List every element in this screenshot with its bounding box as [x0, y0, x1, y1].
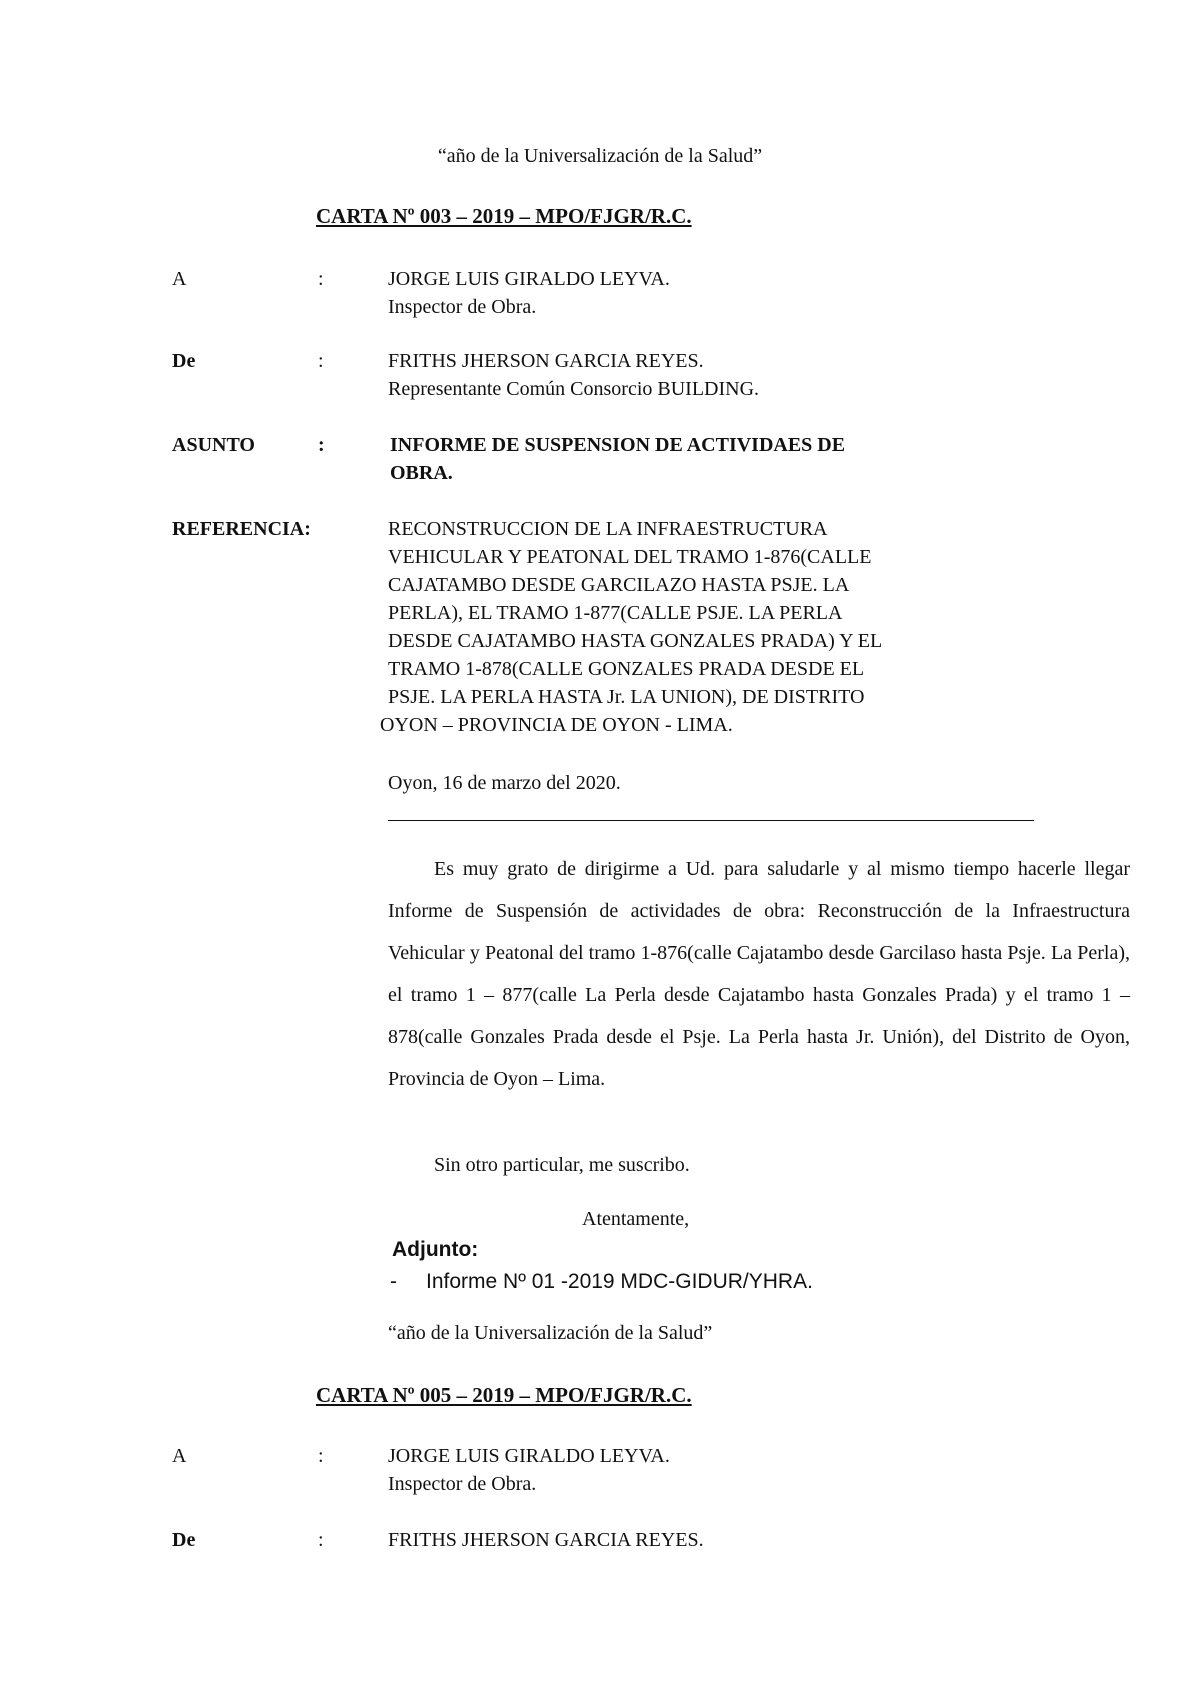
letter-date: Oyon, 16 de marzo del 2020.	[388, 772, 621, 794]
letter-body: Es muy grato de dirigirme a Ud. para saludarle y al mismo tiempo hacerle llegar Informe de Suspensión de actividades de obra: Reconstrucción de la Infraestructura Vehicular y Peatonal del tramo 1-876(calle Cajatambo desde Garcilaso hasta Psje. La Perla), el tramo 1 – 877(calle La Perla desde Cajatambo hasta Gonzales Prada) y el tramo 1 – 878(calle Gonzales Prada desde el Psje. La Perla hasta Jr. Unión), del Distrito de Oyon, Provincia de Oyon – Lima.	[388, 858, 1130, 1090]
reference-line: PSJE. LA PERLA HASTA Jr. LA UNION), DE DISTRITO	[388, 686, 865, 708]
to-label: A	[172, 1445, 187, 1467]
subject-line: OBRA.	[390, 462, 453, 484]
attachment-item: Informe Nº 01 -2019 MDC-GIDUR/YHRA.	[426, 1270, 813, 1293]
to-colon: :	[318, 1445, 324, 1467]
letter-title: CARTA Nº 005 – 2019 – MPO/FJGR/R.C.	[316, 1383, 692, 1407]
motto: “año de la Universalización de la Salud”	[388, 1322, 713, 1344]
attachment-bullet: -	[390, 1270, 397, 1293]
to-label: A	[172, 268, 187, 290]
from-colon: :	[318, 1529, 324, 1551]
salutation: Atentamente,	[582, 1208, 690, 1230]
from-colon: :	[318, 350, 324, 372]
from-label: De	[172, 1529, 196, 1551]
letter-title: CARTA Nº 003 – 2019 – MPO/FJGR/R.C.	[316, 204, 692, 228]
motto: “año de la Universalización de la Salud”	[437, 145, 763, 167]
recipient-role: Inspector de Obra.	[388, 1473, 537, 1495]
reference-line: DESDE CAJATAMBO HASTA GONZALES PRADA) Y EL	[388, 630, 883, 652]
reference-line: RECONSTRUCCION DE LA INFRAESTRUCTURA	[388, 518, 828, 540]
reference-line: CAJATAMBO DESDE GARCILAZO HASTA PSJE. LA	[388, 574, 850, 596]
recipient-name: JORGE LUIS GIRALDO LEYVA.	[388, 1445, 670, 1467]
closing-line: Sin otro particular, me suscribo.	[434, 1154, 690, 1176]
reference-label: REFERENCIA:	[172, 518, 311, 540]
subject-line: INFORME DE SUSPENSION DE ACTIVIDAES DE	[390, 434, 846, 456]
separator-line	[388, 820, 1034, 821]
sender-role: Representante Común Consorcio BUILDING.	[388, 378, 760, 400]
reference-line: OYON – PROVINCIA DE OYON - LIMA.	[380, 714, 733, 736]
subject-colon: :	[318, 434, 325, 456]
attachment-label: Adjunto:	[392, 1238, 479, 1261]
reference-line: PERLA), EL TRAMO 1-877(CALLE PSJE. LA PERLA	[388, 602, 843, 624]
sender-name: FRITHS JHERSON GARCIA REYES.	[388, 350, 704, 372]
recipient-role: Inspector de Obra.	[388, 296, 537, 318]
subject-label: ASUNTO	[172, 434, 255, 456]
to-colon: :	[318, 268, 324, 290]
reference-line: TRAMO 1-878(CALLE GONZALES PRADA DESDE EL	[388, 658, 865, 680]
recipient-name: JORGE LUIS GIRALDO LEYVA.	[388, 268, 670, 290]
sender-name: FRITHS JHERSON GARCIA REYES.	[388, 1529, 704, 1551]
reference-line: VEHICULAR Y PEATONAL DEL TRAMO 1-876(CALLE	[388, 546, 872, 568]
from-label: De	[172, 350, 196, 372]
